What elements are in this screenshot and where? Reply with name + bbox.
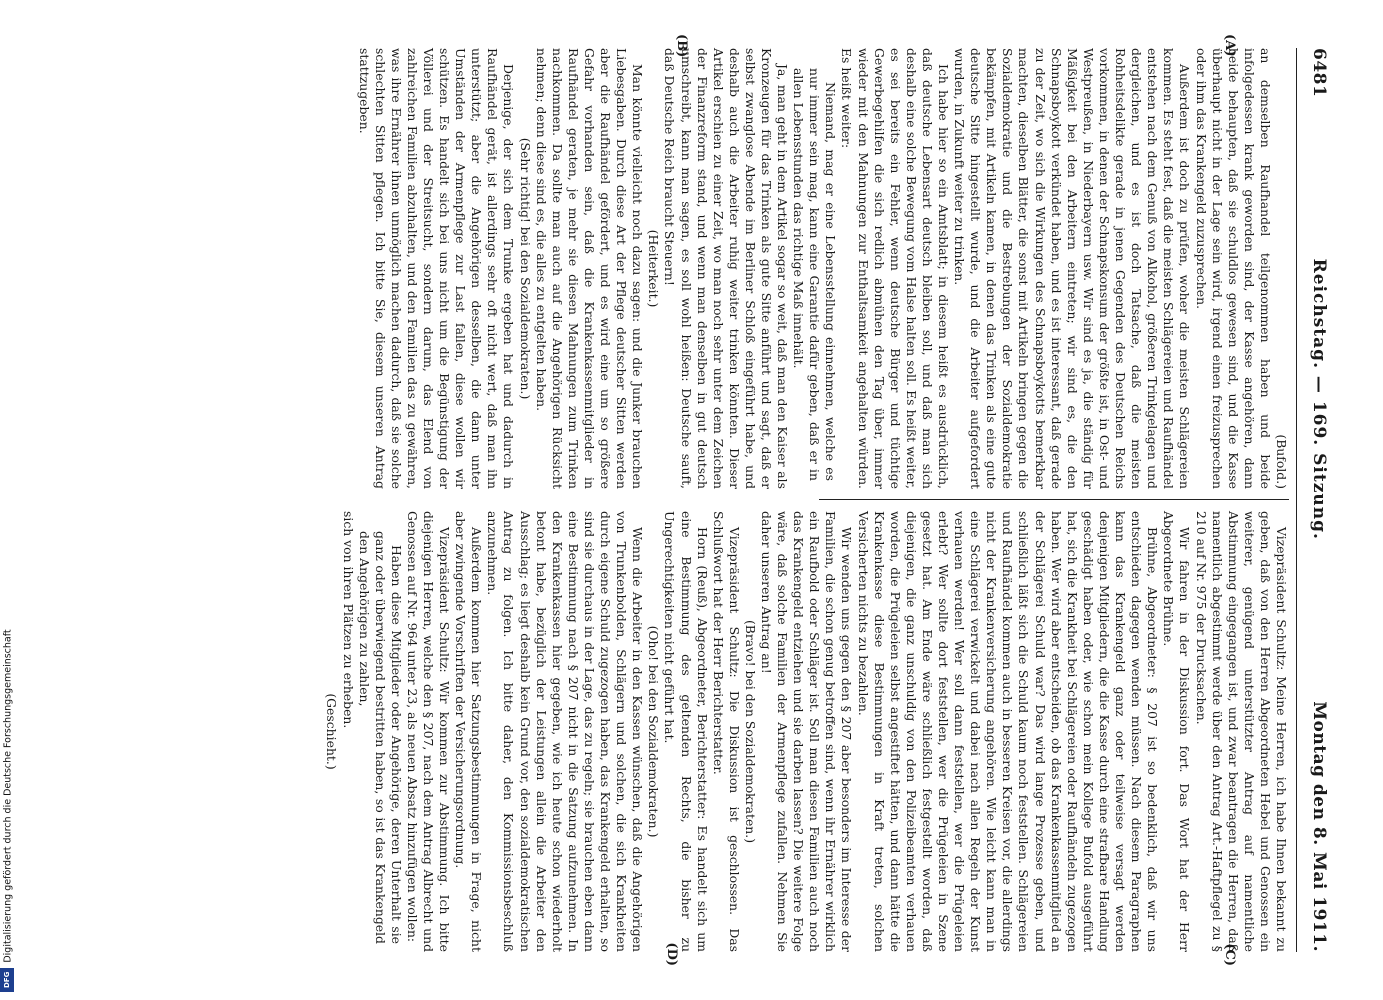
interjection: (Heiterkeit.) <box>646 229 662 308</box>
paragraph: Wir wenden uns gegen den § 207 aber besonders im Interesse der Familien, die schon genug betroffen sind, wenn ihr Ernährer wirklich ein Raufbold oder Schläger ist. Soll man diesen Familien auch noch das Krankengeld entziehen und sie darben lassen? Die weitere Folge wäre, daß solche Familien der Armenpflege zufallen. Nehmen Sie daher unseren Antrag an! <box>759 511 855 952</box>
paragraph: an demselben Raufhandel teilgenommen haben und beide infolgedessen krank geworden sind, der Kasse angehören, dann beide behaupten, daß sie schuldlos gewesen sind, und die Kasse überhaupt nicht in der Lage sein wird, irgend einen freizusprechen oder ihm das Krankengeld zuzusprechen. <box>1193 48 1273 489</box>
paragraph: Ja, man geht in dem Artikel sogar so weit, daß man den Kaiser als Kronzeugen für das Trinken als gute Sitte anführt und sagt, daß er selbst zwanglose Abende im Berliner Schloß eingeführt habe, und deshalb auch die Arbeiter ruhig weiter trinken könnten. Dieser Artikel erschien zu einer Zeit, wo man noch sehr unter dem Zeichen der Finanzreform stand, und wenn man denselben in gut deutsch umschreibt, kann man sagen, es soll wohl heißen: Deutsche sauft, daß Deutsche Reich braucht Steuern! <box>662 48 791 489</box>
paragraph: Wenn die Arbeiter in den Kassen wünschen, daß die Angehörigen von Trunkenbolden, Schlägern und solchen, die sich Krankheiten durch eigene Schuld zugezogen haben, das Krankengeld erhalten, so sind sie durchaus in der Lage, das zu regeln; sie brauchen eben dann eine Bestimmung nach § 207 nicht in die Satzung aufzunehmen. In den Krankenkassen hier gegeben, wie ich heute schon wiederholt betont habe, bezüglich der Leistungen allein die Arbeiter den Ausschlag; es liegt deshalb kein Grund vor, den sozialdemokratischen Antrag zu folgen. Ich bitte daher, den Kommissionsbeschluß anzunehmen. <box>485 511 646 952</box>
right-column <box>61 511 1289 966</box>
header-rule <box>1296 48 1297 952</box>
credit-text: Digitalisierung gefördert durch die Deutsche Forschungsgemeinschaft <box>2 629 14 963</box>
paragraph: Brühne, Abgeordneter: § 207 ist so bedenklich, daß wir uns entschieden dagegen wenden müssen. Nach diesem Paragraphen kann das Krankengeld ganz oder teilweise versagt werden denjenigen Mitgliedern, die die Kasse durch eine strafbare Handlung geschädigt haben oder, wie schon mein Kollege Bufold ausgeführt hat, sich die Krankheit bei Schlägereien oder Raufhändeln zugezogen haben. Wer wird aber entscheiden, ob das Krankenkassenmitglied an der Schlägerei Schuld war? Das wird lange Prozesse geben, und schließlich läßt sich die Schuld kaum noch feststellen. Schlägereien und Raufhändel kommen auch in besseren Kreisen vor, die allerdings nicht der Krankenversicherung angehören. Wie leicht kann man in eine Schlägerei verwickelt und dabei nach allen Regeln der Kunst verhauen werden! Wer soll dann feststellen, wer die Prügeleien erlebt? Wer sollte dort feststellen, wer die Prügeleien in Szene gesetzt hat. Am Ende wäre schließlich festgestellt worden, daß diejenigen, die ganz unschuldig von den Polizeibeamten verhauen worden, die Prügeleien selbst angestiftet hätten, und dann hätte die Krankenkasse diese Bestimmungen in Kraft treten, solchen Versicherten nichts zu bezahlen. <box>855 511 1161 952</box>
rotated-document-page <box>41 30 1341 970</box>
margin-marker-b: (B) <box>674 34 689 58</box>
paragraph: Vizepräsident Schultz: Wir kommen zur Abstimmung. Ich bitte diejenigen Herren, welche den § 207, nach dem Antrag Albrecht und Genossen auf Nr. 964 unter 23, als neuen Absatz hinzufügen wollen: <box>404 511 453 952</box>
left-column <box>61 34 1289 489</box>
page-header <box>1303 48 1329 952</box>
dfg-logo: DFG <box>0 968 14 992</box>
paragraph: (Bufold.) <box>1274 434 1289 489</box>
header-page-number: 6481 <box>1309 48 1329 98</box>
margin-marker-a: (A) <box>1222 34 1237 57</box>
paragraph: Vizepräsident Schultz: Meine Herren, ich habe Ihnen bekannt zu geben, daß von den Herren Abgeordneten Hebel und Genossen ein weiterer, genügend unterstützter Antrag auf namentliche Abstimmung eingegangen ist, und zwar beantragen die Herren, daß namentlich abgestimmt werde über den Antrag Art.-Haftpflegel zu § 210 auf Nr. 975 der Drucksachen. <box>1193 511 1289 952</box>
paragraph: Außerdem kommen hier Satzungsbestimmungen in Frage, nicht aber zwingende Vorschriften der Versicherungsordnung. <box>453 511 485 952</box>
interjection: (Geschieht.) <box>324 693 340 770</box>
interjection: (Oho! bei den Sozialdemokraten.) <box>646 625 662 838</box>
interjection: (Sehr richtig! bei den Sozialdemokraten.) <box>517 137 533 400</box>
header-date: Montag den 8. Mai 1911. <box>1309 701 1329 952</box>
quotation: Niemand, mag er eine Lebensstellung einnehmen, welche es nur immer sein mag, kann eine Garantie dafür geben, daß er in allen Lebensstunden das richtige Maß innehält. <box>791 68 839 481</box>
paragraph: Derjenige, der sich dem Trunke ergeben hat und dadurch in Raufhändel gerät, ist allerdings sehr oft nicht wert, daß man ihn unterstützt; aber die Angehörigen desselben, die dann unter Umständen der Armenpflege zur Last fallen, diese wollen wir schützen. Es handelt sich bei uns nicht um die Begünstigung der Völlerei und der Streitsucht, sondern darum, das Elend von zahlreichen Familien abzuhalten, und den Familien das zu gewähren, was ihre Ernährer ihnen unmöglich machen dadurch, daß sie solche schlechten Sitten pflegen. Ich bitte Sie, diesem unseren Antrag stattzugeben. <box>356 48 517 489</box>
paragraph: Vizepräsident Schultz: Die Diskussion ist geschlossen. Das Schlußwort hat der Herr Berichterstatter. <box>710 511 742 952</box>
quotation: Haben diese Mitglieder oder Angehörige, deren Unterhalt sie ganz oder überwiegend bestritten haben, so ist das Krankengeld den Angehörigen zu zahlen, <box>356 531 404 944</box>
paragraph: Außerdem ist doch zu prüfen, woher die meisten Schlägereien kommen. Es steht fest, daß die meisten Schlägereien und Raufhändel entstehen nach dem Genuß von Alkohol, größeren Trinkgelagen und dergleichen, und es ist doch Tatsache, daß die meisten Rohheitsdelikte gerade in jenen Gegenden des Deutschen Reichs vorkommen, in denen der Schnapskonsum der größte ist, in Ost- und Westpreußen, in Niederbayern usw. Wir sind es ja, die ständig für Mäßigkeit bei den Arbeitern eintreten; wir sind es, die den Schnapsboykott verkündet haben, und es ist interessant, daß gerade zu der Zeit, wo sich die Wirkungen des Schnapsboykotts bemerkbar machten, dieselben Blätter, die sonst mit Artikeln bringen gegen die Sozialdemokratie und die Bestrebungen der Sozialdemokratie bekämpfen, mit Artikeln kamen, in denen das Trinken als eine gute deutsche Sitte hingestellt wurde, und die Arbeiter aufgefordert wurden, in Zukunft weiter zu trinken. <box>952 48 1193 489</box>
paragraph: Wir fahren in der Diskussion fort. Das Wort hat der Herr Abgeordnete Brühne. <box>1161 511 1193 952</box>
margin-marker-d: (D) <box>664 942 679 966</box>
header-session-title: Reichstag. — 169. Sitzung. <box>1309 258 1329 540</box>
interjection: (Bravo! bei den Sozialdemokraten.) <box>742 619 758 844</box>
paragraph: sich von ihren Plätzen zu erheben. <box>340 511 356 729</box>
paragraph: Man könnte vielleicht noch dazu sagen: und die Junker brauchen Liebesgaben. Durch diese Art der Pflege deutscher Sitten werden aber die Raufhändel gefördert, und es wird eine um so größere Gefahr vorhanden sein, daß die Krankenkassenmitglieder in Raufhändel geraten, je mehr sie diesen Mahnungen zum Trinken nachkommen. Da sollte man auch auf die Angehörigen Rücksicht nehmen; denn diese sind es, die alles zu entgelten haben. <box>533 48 646 489</box>
text-columns <box>61 34 1289 966</box>
paragraph: Horn (Reuß), Abgeordneter, Berichterstatter: Es handelt sich um eine Bestimmung des geltenden Rechts, die bisher zu Ungerechtigkeiten nicht geführt hat. <box>662 511 710 952</box>
margin-marker-c: (C) <box>1222 943 1237 966</box>
paragraph: Ich habe hier so ein Amtsblatt; in diesem heißt es ausdrücklich, daß deutsche Lebensart deutsch bleiben soll, und daß man sich deshalb eine solche Bewegung vom Halse halten soll. Es heißt weiter, es sei bereits ein Fehler, wenn deutsche Bürger und tüchtige Gewerbegehilfen die sich redlich abmühen den Tag über, immer wieder mit den Mahnungen zur Enthaltsamkeit angehalten würden. Es heißt weiter: <box>839 48 952 489</box>
digitization-credit <box>2 600 14 992</box>
